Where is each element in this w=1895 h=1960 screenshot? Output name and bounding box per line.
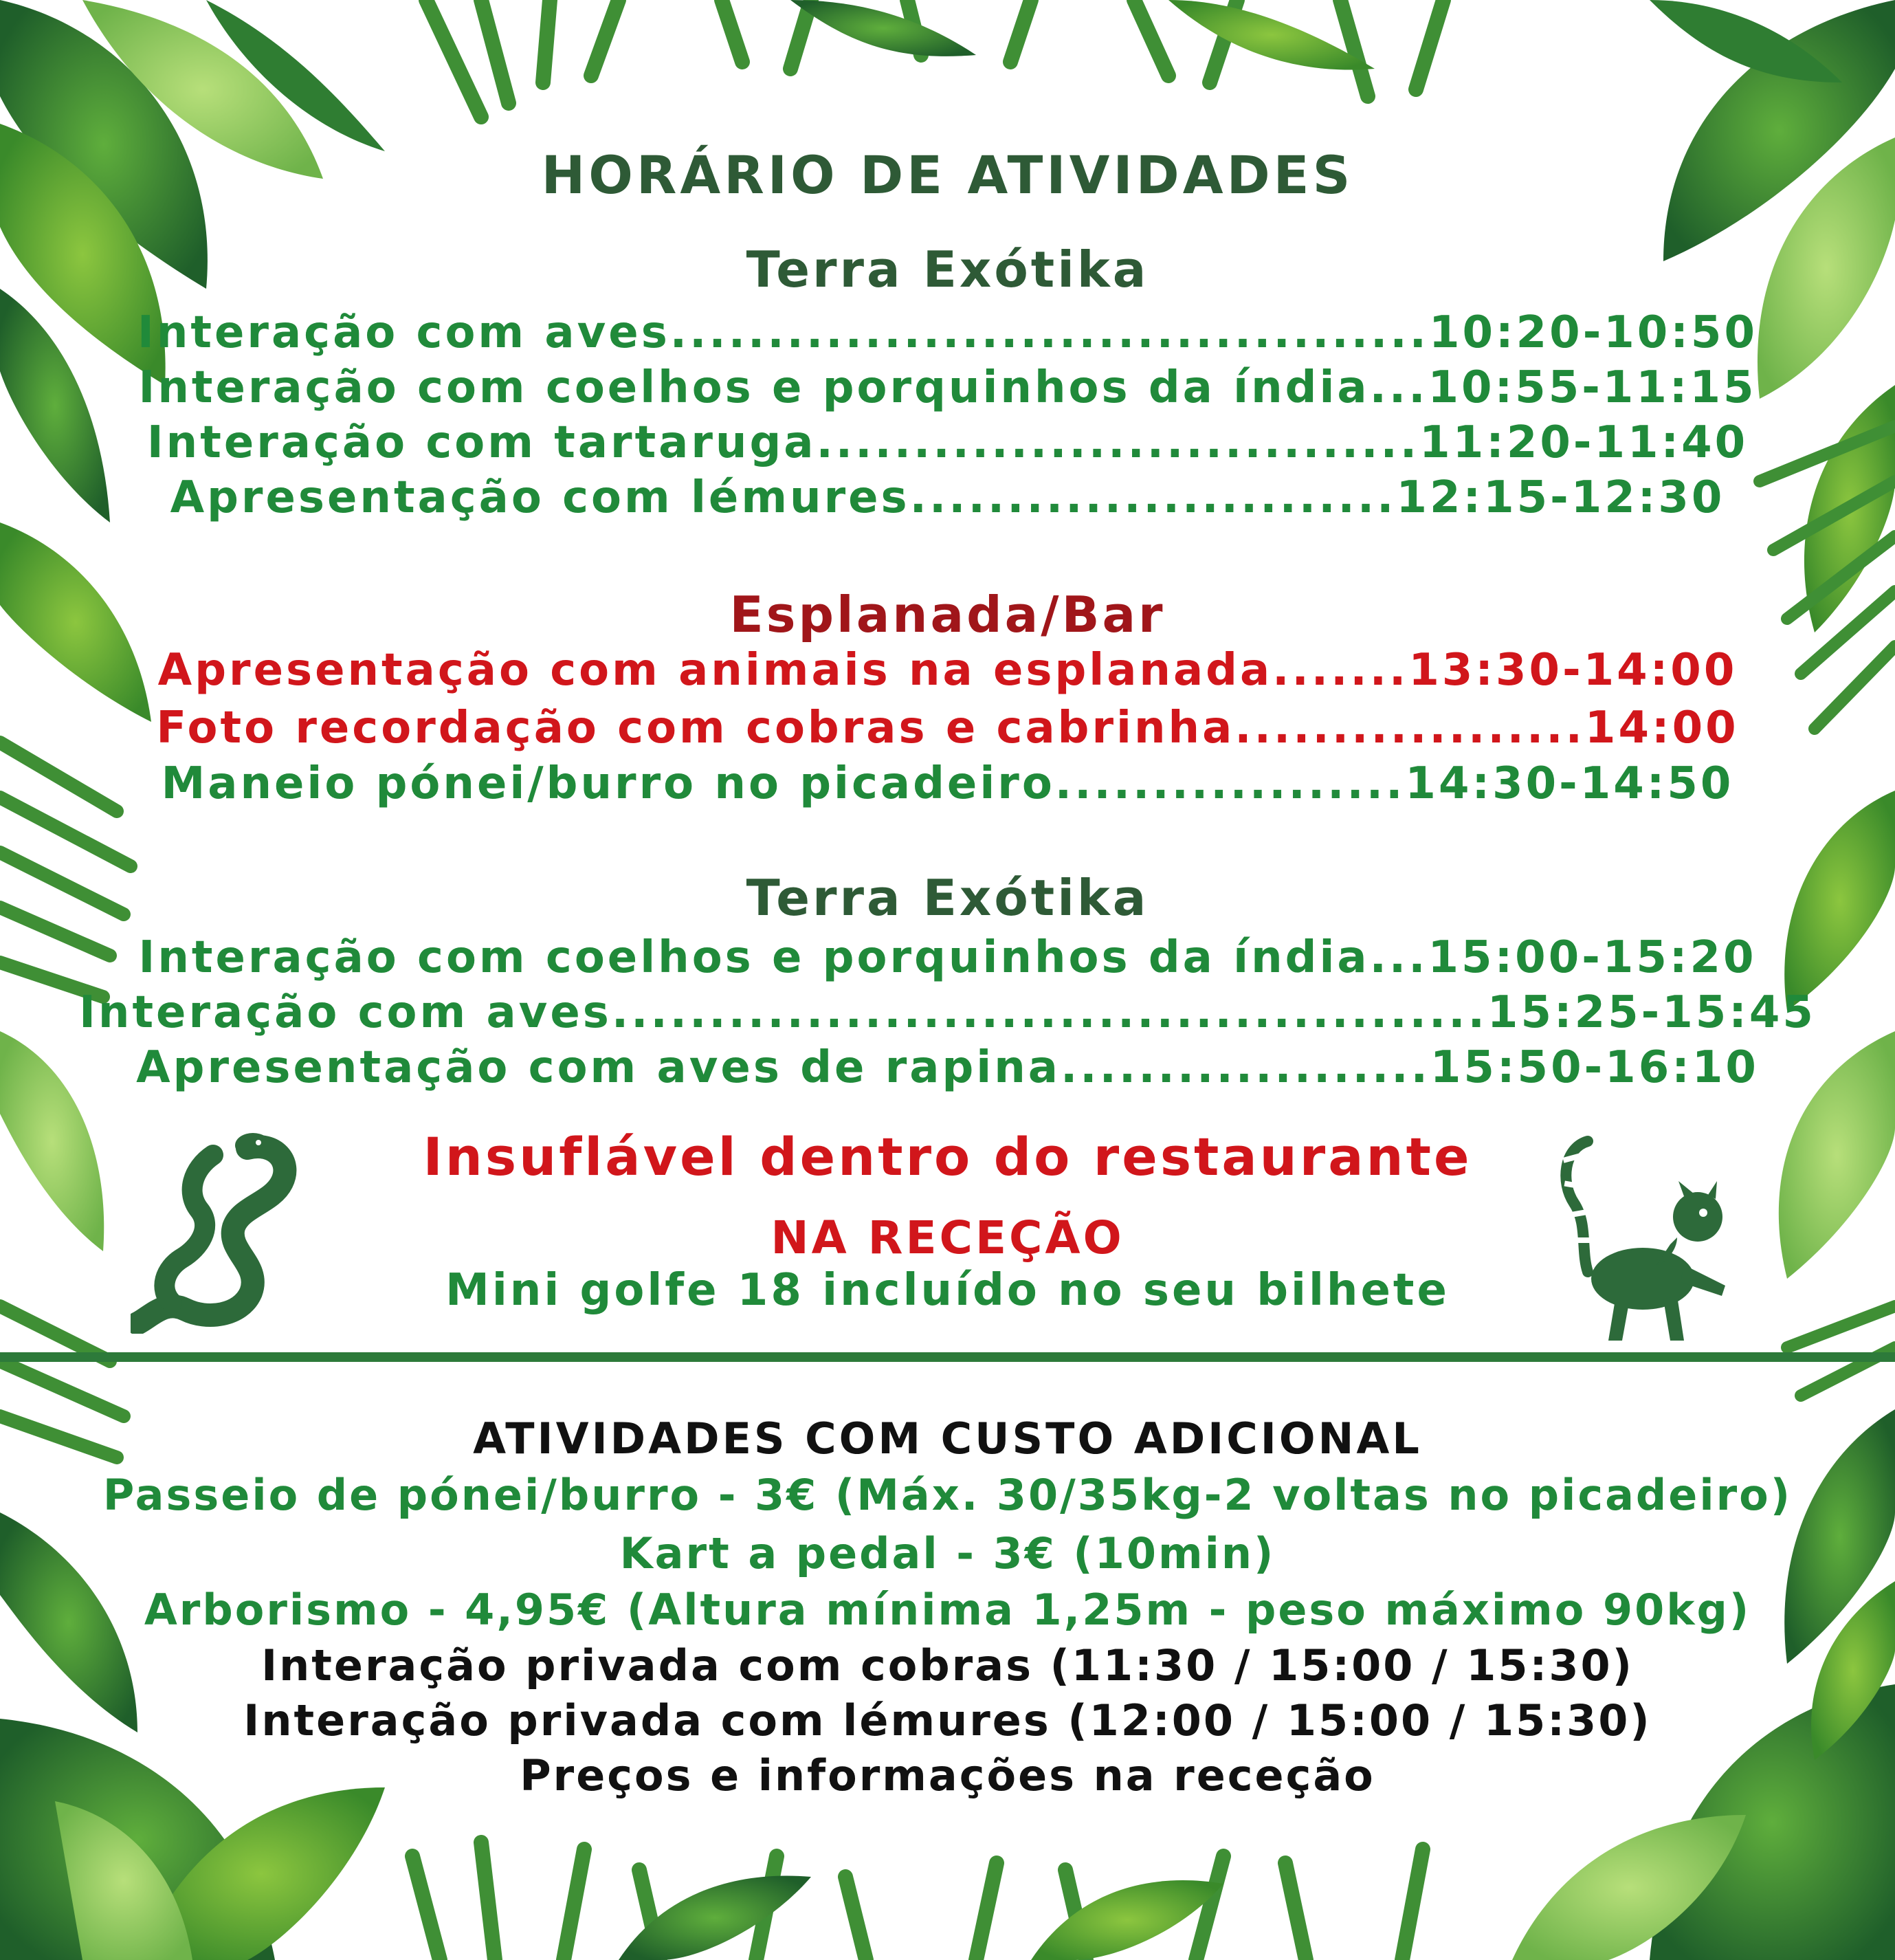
lemur-icon bbox=[1560, 1127, 1739, 1354]
schedule-item: Apresentação com animais na esplanada.......13:30-14:00 bbox=[157, 645, 1738, 696]
inflatable-notice: Insuflável dentro do restaurante bbox=[423, 1126, 1472, 1187]
section-heading-terra-exotika-2: Terra Exótika bbox=[746, 869, 1149, 927]
schedule-item: Interação com aves.............................................15:25-15:45 bbox=[79, 987, 1816, 1038]
extra-item: Arborismo - 4,95€ (Altura mínima 1,25m - peso máximo 90kg) bbox=[144, 1585, 1751, 1635]
reception-heading: NA RECEÇÃO bbox=[771, 1211, 1124, 1264]
extra-item: Passeio de pónei/burro - 3€ (Máx. 30/35kg-2 voltas no picadeiro) bbox=[102, 1470, 1793, 1520]
extra-item: Kart a pedal - 3€ (10min) bbox=[619, 1528, 1276, 1578]
schedule-item: Maneio pónei/burro no picadeiro..................14:30-14:50 bbox=[161, 758, 1734, 809]
schedule-item: Interação com aves.......................................10:20-10:50 bbox=[137, 307, 1758, 358]
schedule-item: Apresentação com aves de rapina...................15:50-16:10 bbox=[136, 1042, 1759, 1093]
minigolf-notice: Mini golfe 18 incluído no seu bilhete bbox=[445, 1265, 1450, 1316]
extra-item: Interação privada com cobras (11:30 / 15:00 / 15:30) bbox=[261, 1640, 1634, 1691]
section-heading-esplanada-bar: Esplanada/Bar bbox=[729, 586, 1166, 643]
extras-title: ATIVIDADES COM CUSTO ADICIONAL bbox=[473, 1413, 1422, 1464]
section-divider bbox=[0, 1352, 1895, 1362]
extra-item: Preços e informações na receção bbox=[520, 1750, 1375, 1801]
section-heading-terra-exotika-1: Terra Exótika bbox=[746, 241, 1149, 298]
schedule-item: Interação com coelhos e porquinhos da índia...15:00-15:20 bbox=[138, 932, 1757, 983]
extra-item: Interação privada com lémures (12:00 / 15:00 / 15:30) bbox=[243, 1695, 1652, 1746]
schedule-item: Foto recordação com cobras e cabrinha..................14:00 bbox=[156, 703, 1739, 753]
schedule-item: Interação com coelhos e porquinhos da índia...10:55-11:15 bbox=[138, 362, 1757, 413]
page-title: HORÁRIO DE ATIVIDADES bbox=[541, 144, 1354, 206]
snake-icon bbox=[131, 1127, 316, 1334]
schedule-item: Apresentação com lémures.........................12:15-12:30 bbox=[170, 472, 1725, 523]
schedule-item: Interação com tartaruga...............................11:20-11:40 bbox=[146, 417, 1749, 468]
